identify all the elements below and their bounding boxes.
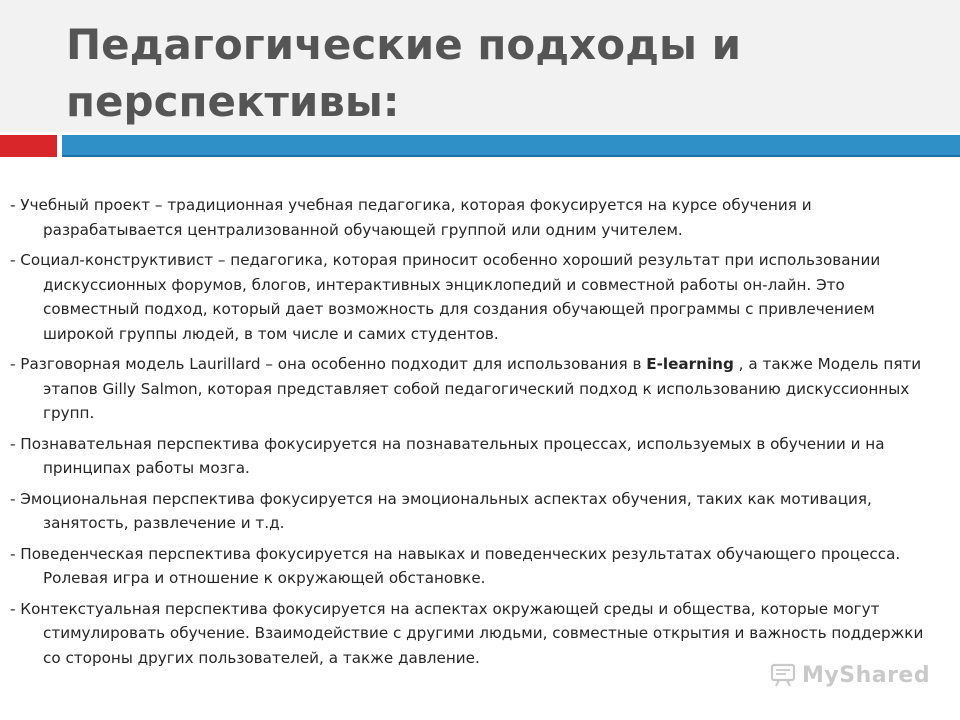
presentation-board-icon — [770, 662, 796, 688]
item-text: - Поведенческая перспектива фокусируется на навыках и поведенческих результатах обучающего процесса. Ролевая игра и отношение к окружающей обстановке. — [10, 544, 901, 587]
accent-bar-blue — [62, 135, 960, 157]
item-bold-text: E-learning — [646, 355, 734, 373]
list-item — [10, 542, 940, 591]
item-text: - Познавательная перспектива фокусируется на познавательных процессах, используемых в обучении и на принципах работы мозга. — [10, 434, 885, 477]
item-text: - Разговорная модель Laurillard – она особенно подходит для использования в — [10, 355, 647, 373]
accent-bar-red — [0, 135, 57, 157]
slide-title: Педагогические подходы и перспективы: — [66, 20, 742, 126]
list-item — [10, 487, 940, 536]
accent-bar-shadow — [62, 155, 960, 157]
watermark — [770, 657, 930, 693]
item-text: - Контекстуальная перспектива фокусируется на аспектах окружающей среды и общества, которые могут стимулировать обучение. Взаимодействие с другими людьми, совместные открытия и важность поддержки со стороны других пользователей, а также давление. — [10, 599, 924, 667]
item-text: - Эмоциональная перспектива фокусируется на эмоциональных аспектах обучения, таких как мотивация, занятость, развлечение и т.д. — [10, 489, 872, 532]
item-text-continued: , а также Модель пяти этапов Gilly Salmon, которая представляет собой педагогический подход к использованию дискуссионных групп. — [43, 355, 922, 422]
slide-body — [10, 193, 940, 676]
list-item — [10, 193, 940, 242]
item-text: - Социал-конструктивист – педагогика, которая приносит особенно хороший результат при использовании дискуссионных форумов, блогов, интерактивных энциклопедий и совместной работы он-лайн. Это совместный подход, который дает возможность для создания обучающей программы с привлечением широкой группы людей, в том числе и самих студентов. — [10, 251, 881, 343]
list-item — [10, 248, 940, 346]
watermark-text: MyShared — [802, 662, 931, 688]
list-item — [10, 352, 940, 426]
item-text: - Учебный проект – традиционная учебная педагогика, которая фокусируется на курсе обучения и разрабатывается централизованной обучающей группой или одним учителем. — [10, 196, 812, 239]
list-item — [10, 432, 940, 481]
